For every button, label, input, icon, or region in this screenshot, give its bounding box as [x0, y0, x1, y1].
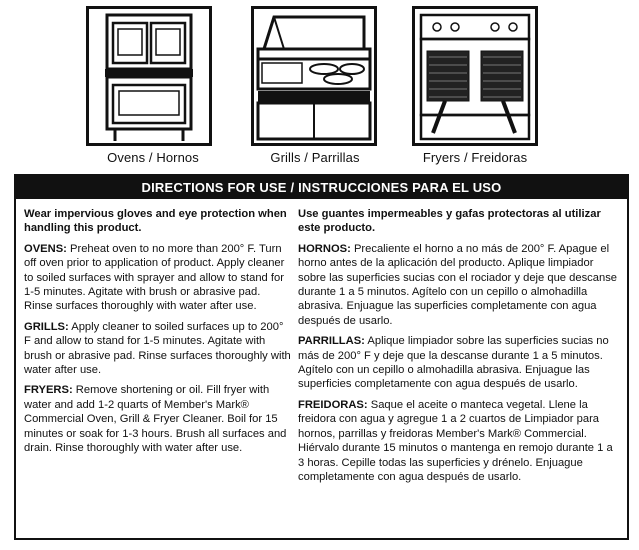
- oven-image: [86, 6, 212, 146]
- english-ovens-label: OVENS:: [24, 242, 67, 255]
- oven-caption: Ovens / Hornos: [107, 150, 199, 165]
- spanish-fryers-text: Saque el aceite o manteca vegetal. Llene la freidora con agua y agregue 1 a 2 cuartos de Limpiador para hornos, parrillas y freidoras Member's Mark® Commercial. Hiérvalo durante 15 minutos o mantenga en remojo durante 1 a 3 horas. Cepille todas las superficies y drénelo. Enjuague completamente con agua después de usarlo.: [298, 398, 613, 483]
- spanish-ovens-label: HORNOS:: [298, 242, 351, 255]
- fryer-image: [412, 6, 538, 146]
- english-grills: [24, 320, 292, 378]
- english-fryers-text: Remove shortening or oil. Fill fryer with water and add 1-2 quarts of Member's Mark® Commercial Oven, Grill & Fryer Cleaner. Boil for 15 minutes or soak for 1-3 hours. Brush all surfaces and drain. Rinse thoroughly with water after use.: [24, 384, 287, 455]
- english-fryers-label: FRYERS:: [24, 384, 73, 397]
- oven-icon: [89, 9, 209, 143]
- english-fryers: [24, 383, 292, 455]
- english-grills-label: GRILLS:: [24, 320, 69, 333]
- spanish-ovens: [298, 242, 618, 328]
- spanish-column: [298, 207, 618, 490]
- spanish-grills-text: Aplique limpiador sobre las superficies sucias no más de 200° F y deje que la descanse durante 1 a 5 minutos. Agítelo con un cepillo o almohadilla abrasiva. Enjuague las superficies completamente con agua después de usarlo.: [298, 335, 609, 391]
- fryer-icon: [415, 9, 535, 143]
- fryer-caption: Fryers / Freidoras: [422, 150, 528, 165]
- grill-caption: Grills / Parrillas: [270, 150, 360, 165]
- spanish-fryers: [298, 398, 618, 484]
- spanish-grills-label: PARRILLAS:: [298, 335, 365, 348]
- spanish-grills: [298, 334, 618, 392]
- english-ovens: [24, 242, 292, 314]
- spanish-ovens-text: Precaliente el horno a no más de 200° F. Apague el horno antes de la aplicación del producto. Aplique limpiador sobre las superficies sucias con el rociador y deje que descanse durante 1 a 5 minutos. Agítelo con un cepillo o almohadilla abrasiva. Enjuague las superficies completamente con agua después de usarlo.: [298, 242, 618, 327]
- grill-icon: [254, 9, 374, 143]
- english-grills-text: Apply cleaner to soiled surfaces up to 200° F and allow to stand for 1-5 minutes. Agitate with brush or abrasive pad. Rinse surfaces thoroughly with water after use.: [24, 320, 291, 377]
- english-column: [24, 207, 292, 462]
- directions-panel: [14, 174, 629, 540]
- spanish-lead: Use guantes impermeables y gafas protectoras al utilizar este producto.: [298, 208, 601, 235]
- directions-title: DIRECTIONS FOR USE / INSTRUCCIONES PARA EL USO: [16, 176, 627, 199]
- english-lead: Wear impervious gloves and eye protection when handling this product.: [24, 208, 287, 235]
- english-ovens-text: Preheat oven to no more than 200° F. Turn off oven prior to application of product. Apply cleaner to soiled surfaces with sprayer and allow to stand for 1-5 minutes. Agitate with brush or abrasive pad. Rinse surfaces thoroughly with water after use.: [24, 242, 285, 313]
- grill-image: [251, 6, 377, 146]
- spanish-fryers-label: FREIDORAS:: [298, 398, 368, 411]
